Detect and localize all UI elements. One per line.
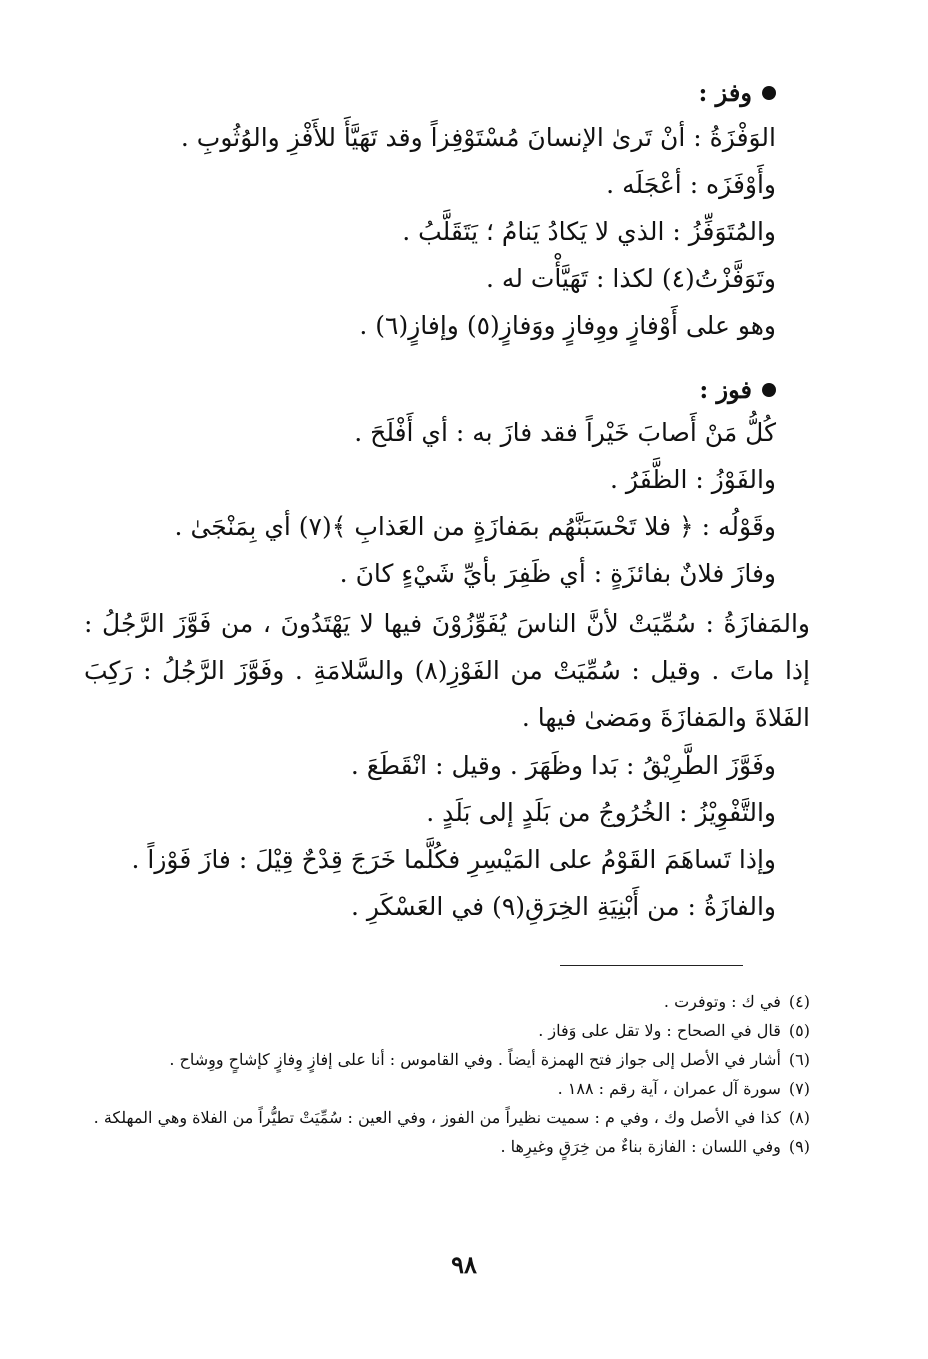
footnote-text: وفي اللسان : الفازة بناءٌ من خِرَقٍ وغيرِها .: [500, 1137, 781, 1156]
entry-line: الوَفْزَةُ : أنْ تَرىٰ الإنسانَ مُسْتَوْفِزاً وقد تَهَيَّأَ للأَفْزِ والوُثُوبِ .: [180, 123, 776, 152]
footnote-number: (٤): [788, 992, 810, 1011]
footnote-number: (٩): [788, 1137, 810, 1156]
footnote: [84, 990, 810, 1014]
entry-line: وقَوْلُه : ﴿ فلا تَحْسَبَنَّهُم بمَفازَةٍ من العَذابِ ﴾(٧) أي بِمَنْجَىٰ .: [174, 512, 776, 541]
footnote-text: كذا في الأصل وك ، وفي م : سميت نظيراً من الفوز ، وفي العين : سُمِّيَتْ تطيُّراً من الفلاة وهي المهلكة .: [93, 1108, 781, 1127]
footnote: [84, 1135, 810, 1159]
footnote: [84, 1048, 810, 1072]
entry-line: والفازَةُ : من أَبْنِيَةِ الخِرَقِ(٩) في العَسْكَرِ .: [350, 892, 776, 921]
footnote: [84, 1019, 810, 1043]
entry-heading-text: وفز :: [698, 78, 752, 107]
page-number: ٩٨: [451, 1250, 477, 1279]
entry-line: وفازَ فلانٌ بفائزَةٍ : أي ظَفِرَ بأيِّ شَيْءٍ كانَ .: [339, 559, 776, 588]
footnote-separator: [560, 965, 743, 966]
entry-wafz: [70, 78, 776, 349]
entry-line: والفَوْزُ : الظَّفَرُ .: [610, 465, 776, 494]
entry-line: وتَوَفَّزْتُ(٤) لكذا : تَهَيَّأْت له .: [486, 264, 776, 293]
footnote-text: سورة آل عمران ، آية رقم : ١٨٨ .: [557, 1079, 781, 1098]
entry-line: والمُتَوَفِّزُ : الذي لا يَكادُ يَنامُ ؛ يَتَقَلَّبُ .: [402, 217, 776, 246]
footnote-text: قال في الصحاح : ولا تقل على وَفاز .: [538, 1021, 781, 1040]
footnote-number: (٦): [788, 1050, 810, 1069]
footnote-number: (٧): [788, 1079, 810, 1098]
entry-paragraph: والمَفازَةُ : سُمِّيَتْ لأنَّ الناسَ يُفَوِّزُوْنَ فيها لا يَهْتَدُونَ ، من فَوَّزَ الرَّجُلُ : إذا ماتَ . وقيل : سُمِّيَتْ من الفَوْزِ(٨) والسَّلامَةِ . وفَوَّزَ الرَّجُلُ : رَكِبَ الفَلاةَ والمَفازَةَ ومَضىٰ فيها .: [84, 609, 810, 732]
footnote: [84, 1106, 810, 1130]
footnote-number: (٥): [788, 1021, 810, 1040]
entry-fawz: [70, 375, 776, 597]
entry-line: وأَوْفَزَه : أعْجَلَه .: [606, 170, 776, 199]
footnote-text: في ك : وتوفرت .: [663, 992, 781, 1011]
footnote: [84, 1077, 810, 1101]
entry-line: وفَوَّزَ الطَّرِيْقُ : بَدا وظَهَرَ . وقيل : انْقَطَعَ .: [350, 751, 776, 780]
entry-heading: [70, 78, 776, 108]
entry-heading: [70, 375, 776, 405]
footnote-number: (٨): [788, 1108, 810, 1127]
entry-heading-text: فوز :: [699, 375, 752, 404]
footnote-text: أشار في الأصل إلى جواز فتح الهمزة أيضاً . وفي القاموس : أنا على إفازٍ وِفازٍ كإشاحٍ ووِشاح .: [169, 1050, 781, 1069]
entry-fawz-continued: [70, 742, 776, 930]
entry-line: والتَّفْوِيْزُ : الخُرُوجُ من بَلَدٍ إلى بَلَدٍ .: [426, 798, 776, 827]
bullet-icon: [762, 383, 776, 397]
entry-line: كُلُّ مَنْ أَصابَ خَيْراً فقد فازَ به : أي أَفْلَحَ .: [354, 418, 776, 447]
entry-line: وإذا تَساهَمَ القَوْمُ على المَيْسِرِ فكُلَّما خَرَجَ قِدْحٌ قِيْلَ : فازَ فَوْزاً .: [131, 845, 776, 874]
footnotes: [84, 990, 810, 1164]
entry-line: وهو على أَوْفازٍ ووِفازٍ ووَفازٍ(٥) وإفازٍ(٦) .: [359, 311, 776, 340]
bullet-icon: [762, 86, 776, 100]
